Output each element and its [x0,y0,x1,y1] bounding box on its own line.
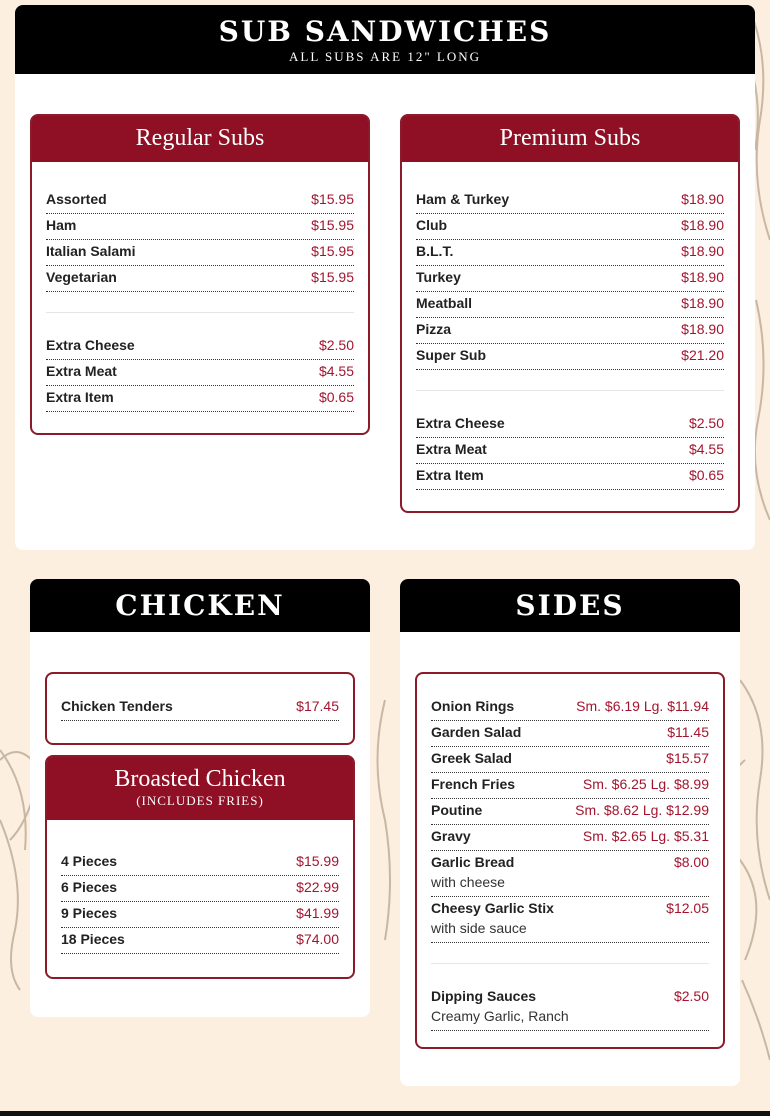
chicken-section [30,579,370,1017]
sub-sandwiches-section [15,5,755,550]
list-item [46,266,354,292]
list-item [61,876,339,902]
list-item [416,292,724,318]
item-price: $15.95 [311,191,354,207]
list-item [416,464,724,490]
item-name: Club [416,217,448,233]
item-price: $4.55 [318,363,354,379]
list-item [46,334,354,360]
item-description: with cheese [431,874,505,890]
broasted-chicken-list [47,820,353,954]
item-name: Italian Salami [46,243,136,259]
regular-subs-list [32,162,368,412]
item-name: French Fries [431,776,516,792]
list-item [61,850,339,876]
item-name: Onion Rings [431,698,515,714]
list-item [431,721,709,747]
item-price: $41.99 [296,905,339,921]
item-name: Garden Salad [431,724,522,740]
item-price: $74.00 [296,931,339,947]
regular-subs-header [32,116,368,162]
item-price: Sm. $8.62 Lg. $12.99 [575,802,709,818]
item-name: Turkey [416,269,461,285]
item-price: $12.05 [666,900,709,916]
item-price: $18.90 [681,269,724,285]
sub-sandwiches-header [15,5,755,74]
item-name: Ham & Turkey [416,191,510,207]
card-subtitle: (INCLUDES FRIES) [136,793,264,808]
item-price: $2.50 [688,415,724,431]
list-item [416,240,724,266]
item-price: $11.45 [667,724,709,740]
item-name: 6 Pieces [61,879,118,895]
item-price: $0.65 [688,467,724,483]
list-item [416,438,724,464]
item-name: Garlic Bread [431,854,515,870]
list-item [416,318,724,344]
item-name: 9 Pieces [61,905,118,921]
item-price: $18.90 [681,321,724,337]
item-name: Meatball [416,295,473,311]
list-item [431,695,709,721]
item-price: $2.50 [318,337,354,353]
item-name: Extra Meat [46,363,117,379]
premium-subs-header [402,116,738,162]
item-price: Sm. $6.25 Lg. $8.99 [582,776,709,792]
section-title: SUB SANDWICHES [218,15,552,48]
item-name: B.L.T. [416,243,454,259]
broasted-chicken-header [47,757,353,820]
bottom-bar [0,1111,770,1116]
card-title: Premium Subs [499,125,641,151]
item-name: Extra Cheese [416,415,505,431]
list-item [431,985,709,1031]
broasted-chicken-card [45,755,355,979]
item-name: Extra Item [46,389,114,405]
item-name: Vegetarian [46,269,117,285]
item-name: Pizza [416,321,452,337]
item-name: Poutine [431,802,483,818]
sides-section [400,579,740,1086]
item-price: $0.65 [318,389,354,405]
premium-subs-list [402,162,738,490]
item-name: Assorted [46,191,107,207]
item-name: Ham [46,217,77,233]
item-description: Creamy Garlic, Ranch [431,1008,569,1024]
list-item [431,773,709,799]
chicken-tenders-card [45,672,355,745]
item-name: Chicken Tenders [61,698,173,714]
divider [46,312,354,313]
item-price: $2.50 [673,988,709,1004]
card-title: Regular Subs [135,125,265,151]
item-price: $17.45 [296,698,339,714]
item-description: with side sauce [431,920,527,936]
divider [431,963,709,964]
list-item [61,928,339,954]
list-item [431,799,709,825]
list-item [46,188,354,214]
item-price: Sm. $2.65 Lg. $5.31 [582,828,709,844]
list-item [431,897,709,943]
item-price: $15.57 [666,750,709,766]
list-item [61,695,339,721]
item-price: $18.90 [681,191,724,207]
list-item [61,902,339,928]
item-price: Sm. $6.19 Lg. $11.94 [576,698,709,714]
list-item [416,412,724,438]
item-price: $15.95 [311,243,354,259]
item-price: $15.95 [311,269,354,285]
list-item [416,214,724,240]
regular-subs-card [30,114,370,435]
list-item [46,386,354,412]
item-name: 4 Pieces [61,853,118,869]
section-subtitle: ALL SUBS ARE 12" LONG [288,49,481,64]
item-price: $15.99 [296,853,339,869]
item-name: Cheesy Garlic Stix [431,900,554,916]
section-title: SIDES [515,589,625,622]
divider [416,390,724,391]
list-item [416,344,724,370]
chicken-header [30,579,370,632]
list-item [431,747,709,773]
list-item [46,360,354,386]
sides-header [400,579,740,632]
item-price: $18.90 [681,243,724,259]
item-price: $8.00 [673,854,709,870]
item-name: Extra Cheese [46,337,135,353]
list-item [416,188,724,214]
list-item [416,266,724,292]
card-title: Broasted Chicken [114,766,286,792]
item-price: $22.99 [296,879,339,895]
item-name: 18 Pieces [61,931,125,947]
list-item [431,825,709,851]
item-price: $4.55 [688,441,724,457]
item-name: Greek Salad [431,750,512,766]
item-name: Extra Item [416,467,484,483]
item-name: Gravy [431,828,471,844]
item-price: $18.90 [681,295,724,311]
list-item [46,240,354,266]
list-item [46,214,354,240]
sides-card [415,672,725,1049]
list-item [431,851,709,897]
item-name: Extra Meat [416,441,487,457]
item-price: $15.95 [311,217,354,233]
item-name: Dipping Sauces [431,988,537,1004]
section-title: CHICKEN [115,589,285,622]
item-price: $21.20 [681,347,724,363]
item-price: $18.90 [681,217,724,233]
premium-subs-card [400,114,740,513]
item-name: Super Sub [416,347,487,363]
